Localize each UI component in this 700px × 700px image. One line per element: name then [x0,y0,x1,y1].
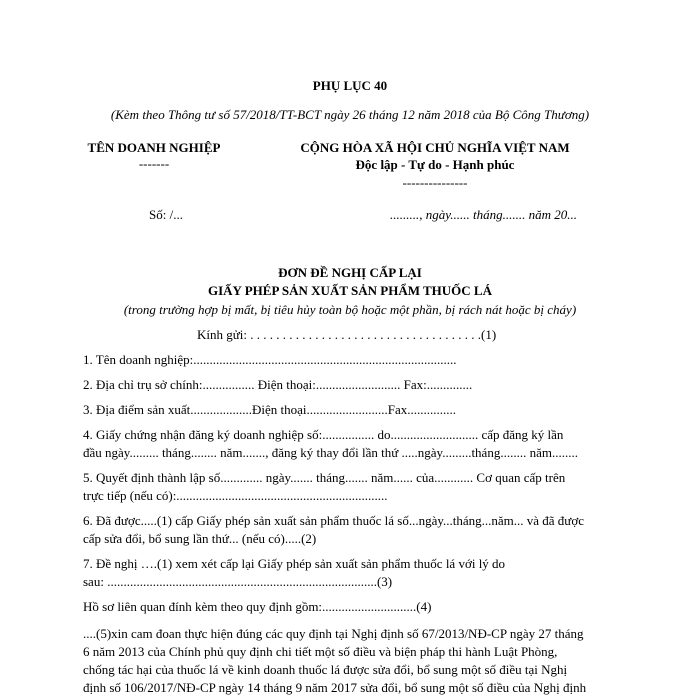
item-registration-line2: đầu ngày......... tháng........ năm......., đăng ký thay đổi lần thứ .....ngày.........tháng........ năm........ [83,445,578,460]
item-company-name: 1. Tên doanh nghiệp:................................................................................. [83,352,457,367]
commitment-line1: ....(5)xin cam đoan thực hiện đúng các quy định tại Nghị định số 67/2013/NĐ-CP ngày 27 tháng [83,626,584,641]
commitment-line4: định số 106/2017/NĐ-CP ngày 14 tháng 9 năm 2017 sửa đổi, bổ sung một số điều của Nghị định [83,680,587,695]
company-divider: ------- [138,156,170,171]
commitment-line3: chống tác hại của thuốc lá về kinh doanh thuốc lá được sửa đổi, bổ sung một số điều tại Nghị [83,662,568,677]
company-name: TÊN DOANH NGHIỆP [87,140,221,155]
item-request-line2: sau: ...................................................................................(3) [83,574,393,589]
item-head-office: 2. Địa chỉ trụ sở chính:................ Điện thoại:.......................... Fax:.............. [83,377,473,392]
addressee-line: Kính gửi: . . . . . . . . . . . . . . . . . . . . . . . . . . . . . . . . . . . .(1) [197,327,497,342]
item-previous-license-line1: 6. Đã được.....(1) cấp Giấy phép sản xuất sản phẩm thuốc lá số...ngày...tháng...năm... và đã được [83,513,585,528]
country-name: CỘNG HÒA XÃ HỘI CHỦ NGHĨA VIỆT NAM [300,140,570,155]
item-production-site: 3. Địa điểm sản xuất...................Điện thoại.........................Fax............... [83,402,456,417]
item-previous-license-line2: cấp sửa đổi, bổ sung lần thứ... (nếu có).....(2) [83,531,317,546]
date-line: ........., ngày...... tháng....... năm 20... [390,207,578,222]
item-registration-line1: 4. Giấy chứng nhận đăng ký doanh nghiệp số:................ do........................... cấp đăng ký lần [83,427,564,442]
item-establishment-line2: trực tiếp (nếu có):................................................................. [83,488,388,503]
form-title-line1: ĐƠN ĐỀ NGHỊ CẤP LẠI [278,265,422,280]
motto-divider: --------------- [402,175,468,190]
item-attachments: Hồ sơ liên quan đính kèm theo quy định gồm:.............................(4) [83,599,432,614]
commitment-line2: 6 năm 2013 của Chính phủ quy định chi tiết một số điều và biện pháp thi hành Luật Phòng, [83,644,558,659]
form-title-note: (trong trường hợp bị mất, bị tiêu hủy toàn bộ hoặc một phần, bị rách nát hoặc bị cháy) [123,302,577,317]
form-title-line2: GIẤY PHÉP SẢN XUẤT SẢN PHẨM THUỐC LÁ [208,283,492,298]
motto: Độc lập - Tự do - Hạnh phúc [355,157,515,172]
item-establishment-line1: 5. Quyết định thành lập số............. ngày....... tháng....... năm...... của............ Cơ quan cấp trên [83,470,566,485]
appendix-title: PHỤ LỤC 40 [312,78,388,93]
document-number: Số: /... [149,207,183,222]
appendix-subtitle: (Kèm theo Thông tư số 57/2018/TT-BCT ngày 26 tháng 12 năm 2018 của Bộ Công Thương) [110,107,590,122]
item-request-line1: 7. Đề nghị ….(1) xem xét cấp lại Giấy phép sản xuất sản phẩm thuốc lá với lý do [83,556,506,571]
